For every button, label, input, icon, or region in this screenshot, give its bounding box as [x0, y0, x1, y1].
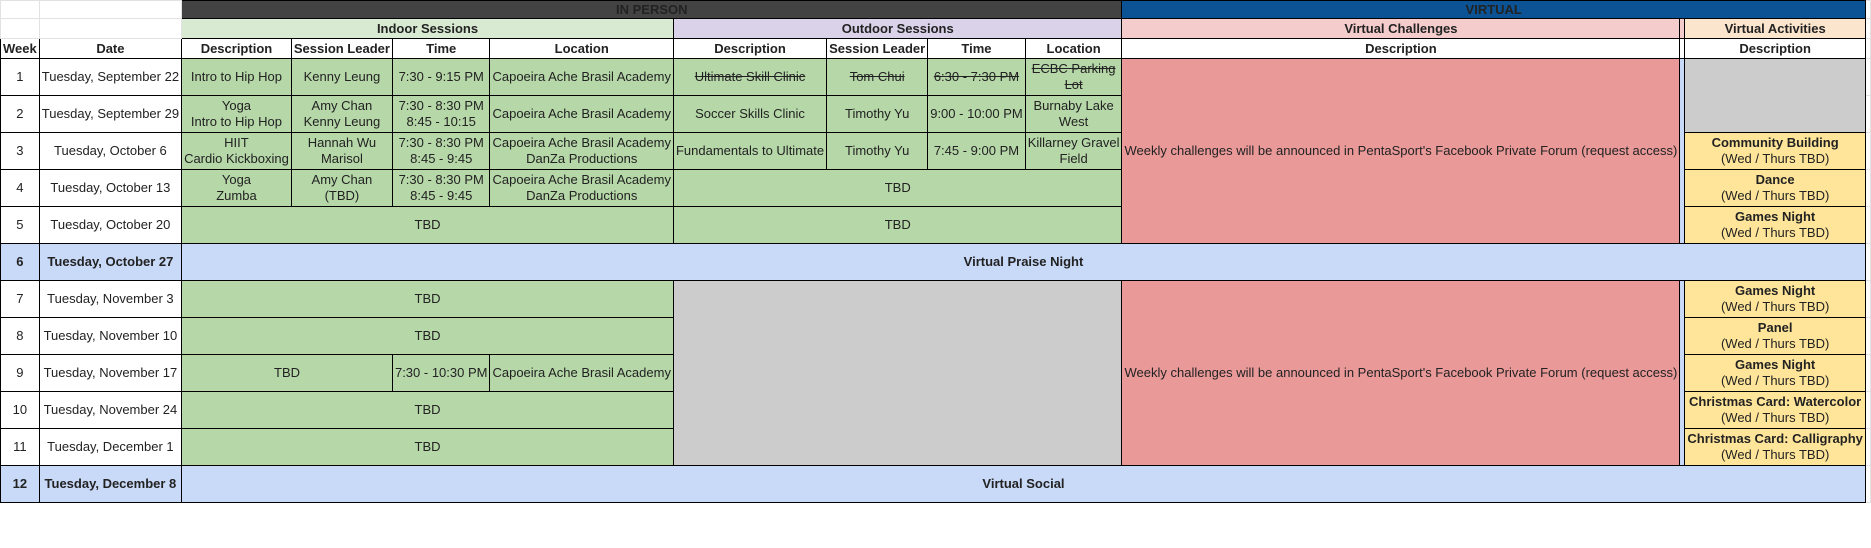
indoor-description-header[interactable]: Description	[182, 39, 292, 59]
empty-cell[interactable]	[1865, 1, 1870, 19]
indoor-location-header[interactable]: Location	[490, 39, 674, 59]
outdoor-location-cell[interactable]: ECBC Parking Lot	[1025, 59, 1122, 96]
indoor-tbd-cell[interactable]: TBD	[182, 429, 674, 466]
indoor-tbd-cell[interactable]: TBD	[182, 355, 393, 392]
virtual-activity-cell[interactable]: Christmas Card: Calligraphy (Wed / Thurs TBD)	[1685, 429, 1866, 466]
date-cell[interactable]: Tuesday, September 29	[39, 96, 181, 133]
empty-cell[interactable]	[1865, 355, 1870, 392]
date-cell[interactable]: Tuesday, October 6	[39, 133, 181, 170]
indoor-time-cell[interactable]: 7:30 - 8:30 PM 8:45 - 10:15	[392, 96, 490, 133]
date-cell[interactable]: Tuesday, December 1	[39, 429, 181, 466]
empty-cell[interactable]	[1865, 59, 1870, 96]
virtual-challenges-cell[interactable]: Weekly challenges will be announced in PentaSport's Facebook Private Forum (request access)	[1122, 281, 1680, 466]
virtual-activity-cell[interactable]: Games Night (Wed / Thurs TBD)	[1685, 355, 1866, 392]
date-cell[interactable]: Tuesday, December 8	[39, 466, 181, 503]
outdoor-description-cell[interactable]: Fundamentals to Ultimate	[673, 133, 826, 170]
virtual-activities-header[interactable]: Virtual Activities	[1685, 19, 1866, 39]
indoor-leader-header[interactable]: Session Leader	[291, 39, 392, 59]
empty-cell[interactable]	[39, 1, 181, 19]
indoor-leader-cell[interactable]: Amy Chan Kenny Leung	[291, 96, 392, 133]
outdoor-description-cell[interactable]: Soccer Skills Clinic	[673, 96, 826, 133]
empty-cell[interactable]	[1865, 281, 1870, 318]
outdoor-time-cell[interactable]: 9:00 - 10:00 PM	[928, 96, 1026, 133]
virtual-activity-unavailable-cell[interactable]	[1685, 59, 1866, 133]
outdoor-leader-cell[interactable]: Tom Chui	[827, 59, 928, 96]
empty-cell[interactable]	[1865, 96, 1870, 133]
outdoor-time-cell[interactable]: 7:45 - 9:00 PM	[928, 133, 1026, 170]
empty-cell[interactable]	[1865, 19, 1870, 39]
indoor-sessions-header[interactable]: Indoor Sessions	[182, 19, 674, 39]
outdoor-leader-cell[interactable]: Timothy Yu	[827, 133, 928, 170]
virtual-activity-cell[interactable]: Games Night (Wed / Thurs TBD)	[1685, 281, 1866, 318]
date-cell[interactable]: Tuesday, October 13	[39, 170, 181, 207]
indoor-description-cell[interactable]: Intro to Hip Hop	[182, 59, 292, 96]
empty-cell[interactable]	[1865, 466, 1870, 503]
outdoor-unavailable-cell[interactable]	[673, 281, 1122, 466]
indoor-location-cell[interactable]: Capoeira Ache Brasil Academy	[490, 59, 674, 96]
date-cell[interactable]: Tuesday, October 20	[39, 207, 181, 244]
date-cell[interactable]: Tuesday, November 24	[39, 392, 181, 429]
indoor-leader-cell[interactable]: Hannah Wu Marisol	[291, 133, 392, 170]
virtual-week-row	[1, 244, 1871, 281]
date-cell[interactable]: Tuesday, November 17	[39, 355, 181, 392]
empty-cell[interactable]	[1865, 244, 1870, 281]
indoor-tbd-cell[interactable]: TBD	[182, 318, 674, 355]
indoor-tbd-cell[interactable]: TBD	[182, 281, 674, 318]
virtual-challenges-cell[interactable]: Weekly challenges will be announced in PentaSport's Facebook Private Forum (request access)	[1122, 59, 1680, 244]
week-number-cell[interactable]: 3	[1, 133, 40, 170]
empty-cell[interactable]	[1865, 133, 1870, 170]
virtual-activity-cell[interactable]: Christmas Card: Watercolor (Wed / Thurs TBD)	[1685, 392, 1866, 429]
empty-cell[interactable]	[1865, 207, 1870, 244]
indoor-time-cell[interactable]: 7:30 - 9:15 PM	[392, 59, 490, 96]
outdoor-leader-header[interactable]: Session Leader	[827, 39, 928, 59]
virtual-activity-cell[interactable]: Dance (Wed / Thurs TBD)	[1685, 170, 1866, 207]
indoor-leader-cell[interactable]: Amy Chan (TBD)	[291, 170, 392, 207]
indoor-tbd-cell[interactable]: TBD	[182, 392, 674, 429]
empty-cell[interactable]	[1, 19, 40, 39]
outdoor-location-header[interactable]: Location	[1025, 39, 1122, 59]
outdoor-time-header[interactable]: Time	[928, 39, 1026, 59]
outdoor-time-cell[interactable]: 6:30 - 7:30 PM	[928, 59, 1026, 96]
indoor-tbd-cell[interactable]: TBD	[182, 207, 674, 244]
week-column-header[interactable]: Week	[1, 39, 40, 59]
challenges-description-header[interactable]: Description	[1122, 39, 1680, 59]
week-number-cell[interactable]: 6	[1, 244, 40, 281]
outdoor-leader-cell[interactable]: Timothy Yu	[827, 96, 928, 133]
outdoor-description-cell[interactable]: Ultimate Skill Clinic	[673, 59, 826, 96]
virtual-activity-cell[interactable]: Community Building (Wed / Thurs TBD)	[1685, 133, 1866, 170]
week-number-cell[interactable]: 1	[1, 59, 40, 96]
virtual-activity-cell[interactable]: Panel (Wed / Thurs TBD)	[1685, 318, 1866, 355]
week-number-cell[interactable]: 4	[1, 170, 40, 207]
virtual-week-row	[1, 466, 1871, 503]
indoor-description-cell[interactable]: HIIT Cardio Kickboxing	[182, 133, 292, 170]
outdoor-tbd-cell[interactable]: TBD	[673, 207, 1122, 244]
week-number-cell[interactable]: 11	[1, 429, 40, 466]
indoor-location-cell[interactable]: Capoeira Ache Brasil Academy DanZa Productions	[490, 133, 674, 170]
virtual-social-cell[interactable]: Virtual Social	[182, 466, 1866, 503]
outdoor-sessions-header[interactable]: Outdoor Sessions	[673, 19, 1122, 39]
indoor-leader-cell[interactable]: Kenny Leung	[291, 59, 392, 96]
date-cell[interactable]: Tuesday, November 10	[39, 318, 181, 355]
indoor-time-header[interactable]: Time	[392, 39, 490, 59]
empty-cell[interactable]	[1865, 429, 1870, 466]
week-number-cell[interactable]: 7	[1, 281, 40, 318]
indoor-location-cell[interactable]: Capoeira Ache Brasil Academy	[490, 96, 674, 133]
indoor-time-cell[interactable]: 7:30 - 10:30 PM	[392, 355, 490, 392]
empty-cell[interactable]	[1865, 318, 1870, 355]
week-row	[1, 281, 1871, 318]
indoor-location-cell[interactable]: Capoeira Ache Brasil Academy	[490, 355, 674, 392]
virtual-activity-cell[interactable]: Games Night (Wed / Thurs TBD)	[1685, 207, 1866, 244]
date-cell[interactable]: Tuesday, September 22	[39, 59, 181, 96]
week-number-cell[interactable]: 9	[1, 355, 40, 392]
empty-cell[interactable]	[1865, 39, 1870, 59]
indoor-location-cell[interactable]: Capoeira Ache Brasil Academy DanZa Productions	[490, 170, 674, 207]
empty-cell[interactable]	[39, 19, 181, 39]
week-number-cell[interactable]: 8	[1, 318, 40, 355]
virtual-header[interactable]: VIRTUAL	[1122, 1, 1865, 19]
outdoor-location-cell[interactable]: Killarney Gravel Field	[1025, 133, 1122, 170]
activities-description-header[interactable]: Description	[1685, 39, 1866, 59]
week-number-cell[interactable]: 5	[1, 207, 40, 244]
empty-cell[interactable]	[1865, 170, 1870, 207]
indoor-time-cell[interactable]: 7:30 - 8:30 PM 8:45 - 9:45	[392, 170, 490, 207]
date-cell[interactable]: Tuesday, October 27	[39, 244, 181, 281]
week-number-cell[interactable]: 2	[1, 96, 40, 133]
outdoor-tbd-cell[interactable]: TBD	[673, 170, 1122, 207]
outdoor-location-cell[interactable]: Burnaby Lake West	[1025, 96, 1122, 133]
date-column-header[interactable]: Date	[39, 39, 181, 59]
indoor-description-cell[interactable]: Yoga Zumba	[182, 170, 292, 207]
outdoor-description-header[interactable]: Description	[673, 39, 826, 59]
week-row	[1, 59, 1871, 96]
week-number-cell[interactable]: 10	[1, 392, 40, 429]
indoor-description-cell[interactable]: Yoga Intro to Hip Hop	[182, 96, 292, 133]
in-person-header[interactable]: IN PERSON	[182, 1, 1122, 19]
week-number-cell[interactable]: 12	[1, 466, 40, 503]
empty-cell[interactable]	[1, 1, 40, 19]
indoor-time-cell[interactable]: 7:30 - 8:30 PM 8:45 - 9:45	[392, 133, 490, 170]
virtual-praise-night-cell[interactable]: Virtual Praise Night	[182, 244, 1866, 281]
date-cell[interactable]: Tuesday, November 3	[39, 281, 181, 318]
empty-cell[interactable]	[1865, 392, 1870, 429]
virtual-challenges-header[interactable]: Virtual Challenges	[1122, 19, 1680, 39]
